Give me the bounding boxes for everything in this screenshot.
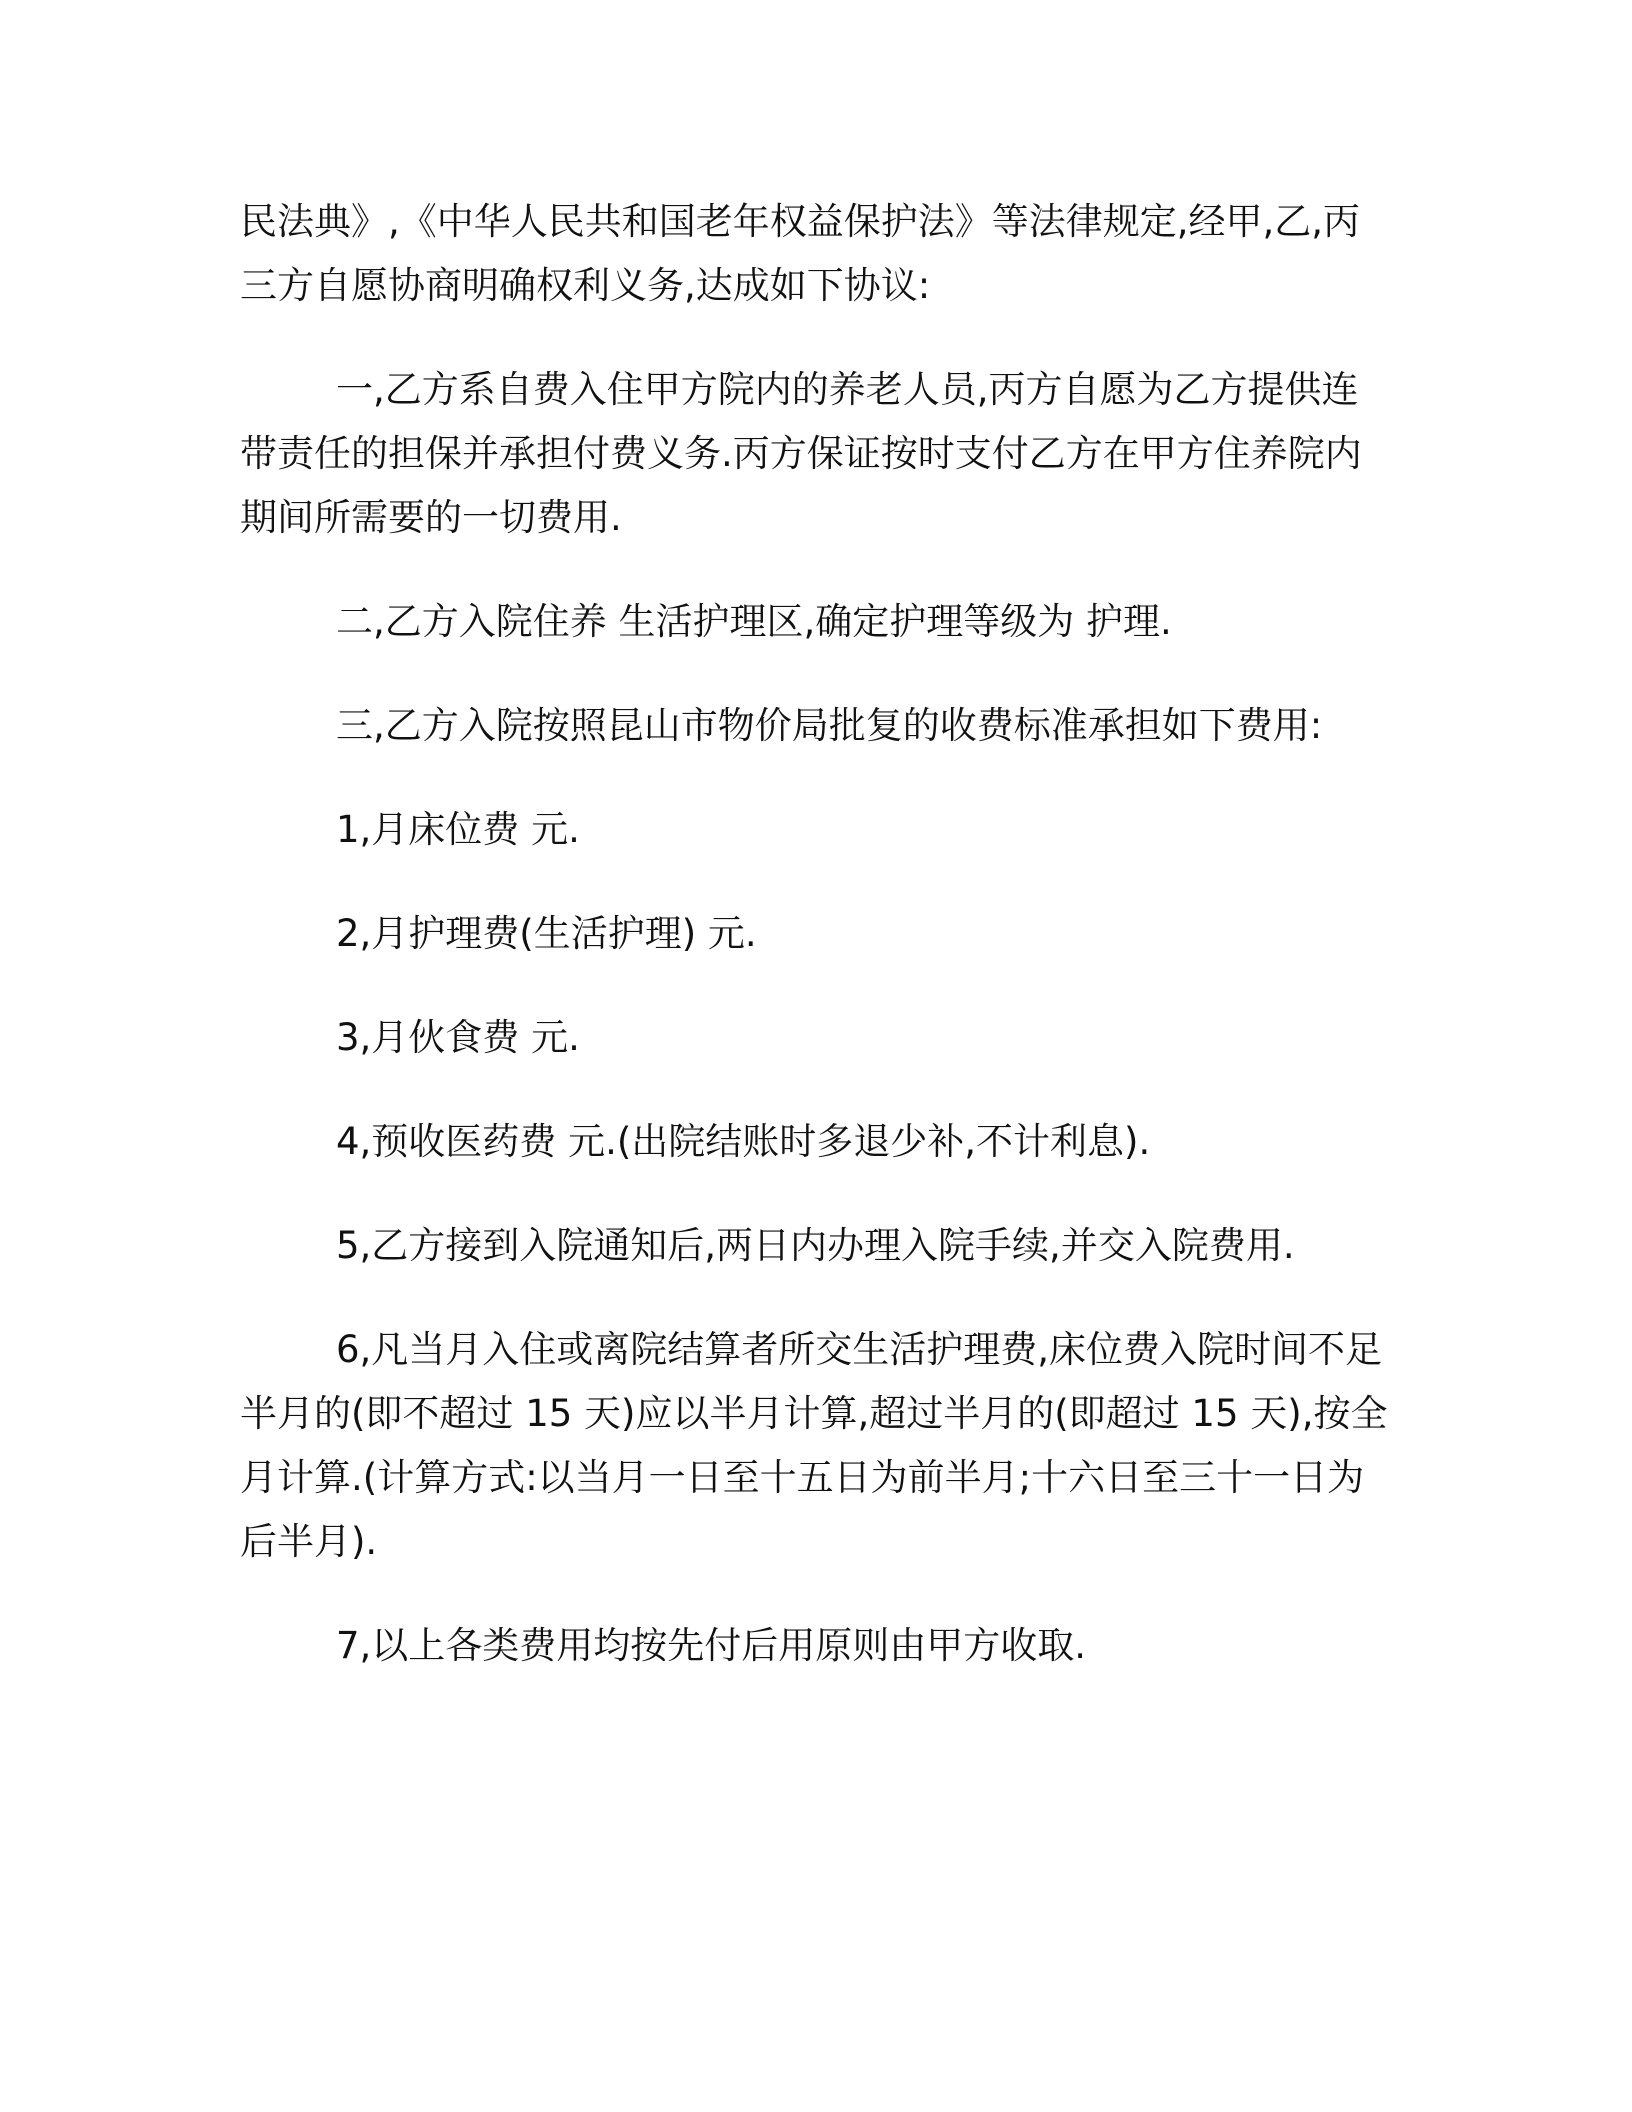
paragraph-fee-bed — [240, 798, 1390, 862]
paragraph-clause-1 — [240, 358, 1390, 550]
text-line: 5,乙方接到入院通知后,两日内办理入院手续,并交入院费用. — [336, 1224, 1295, 1267]
text-line: 半月的(即不超过 15 天)应以半月计算,超过半月的(即超过 15 天),按全 — [240, 1392, 1388, 1435]
text-line: 2,月护理费(生活护理) 元. — [336, 912, 757, 955]
paragraph-fee-medical — [240, 1110, 1390, 1174]
text-line: 后半月). — [240, 1520, 378, 1563]
text-line: 带责任的担保并承担付费义务.丙方保证按时支付乙方在甲方住养院内 — [240, 432, 1362, 475]
text-line: 期间所需要的一切费用. — [240, 496, 622, 539]
text-line: 三方自愿协商明确权利义务,达成如下协议: — [240, 264, 931, 307]
text-line: 4,预收医药费 元.(出院结账时多退少补,不计利息). — [336, 1120, 1151, 1163]
text-line: 7,以上各类费用均按先付后用原则由甲方收取. — [336, 1624, 1087, 1667]
text-line: 二,乙方入院住养 生活护理区,确定护理等级为 护理. — [336, 600, 1172, 643]
text-line: 6,凡当月入住或离院结算者所交生活护理费,床位费入院时间不足 — [336, 1328, 1383, 1371]
paragraph-fee-nursing — [240, 902, 1390, 966]
text-line: 三,乙方入院按照昆山市物价局批复的收费标准承担如下费用: — [336, 704, 1323, 747]
paragraph-settlement — [240, 1318, 1390, 1574]
paragraph-prepayment — [240, 1614, 1390, 1678]
paragraph-admission — [240, 1214, 1390, 1278]
text-line: 民法典》,《中华人民共和国老年权益保护法》等法律规定,经甲,乙,丙 — [240, 200, 1361, 243]
text-line: 1,月床位费 元. — [336, 808, 580, 851]
paragraph-clause-3 — [240, 694, 1390, 758]
paragraph-preamble — [240, 190, 1390, 318]
paragraph-clause-2 — [240, 590, 1390, 654]
paragraph-fee-meals — [240, 1006, 1390, 1070]
text-line: 一,乙方系自费入住甲方院内的养老人员,丙方自愿为乙方提供连 — [336, 368, 1359, 411]
document-body — [240, 190, 1390, 1678]
text-line: 月计算.(计算方式:以当月一日至十五日为前半月;十六日至三十一日为 — [240, 1456, 1365, 1499]
text-line: 3,月伙食费 元. — [336, 1016, 580, 1059]
